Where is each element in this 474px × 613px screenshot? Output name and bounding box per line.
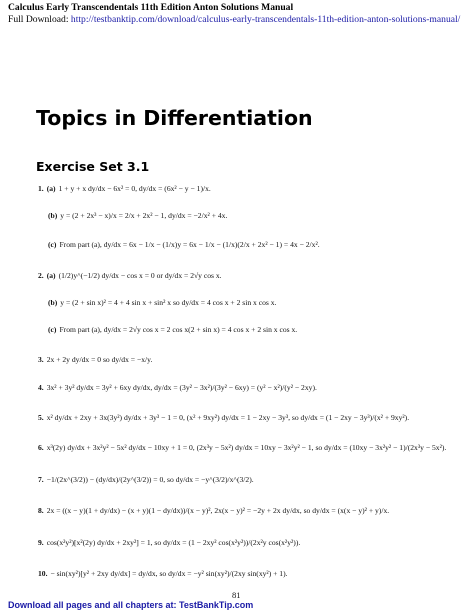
footer-download-banner[interactable]: Download all pages and all chapters at: TestBankTip.com xyxy=(8,600,254,610)
exercise-part: (c) xyxy=(48,240,57,249)
chapter-title: Topics in Differentiation xyxy=(36,106,313,130)
exercise-number: 9. xyxy=(38,538,44,547)
exercise-text: (1/2)y^(−1/2) dy/dx − cos x = 0 or dy/dx = 2√y cos x. xyxy=(58,271,222,280)
exercise-text: x² dy/dx + 2xy + 3x(3y²) dy/dx + 3y³ − 1 = 0, (x² + 9xy²) dy/dx = 1 − 2xy − 3y³, so dy/dx = (1 − 2xy − 3y³)/(x² + 9xy²). xyxy=(46,413,410,422)
exercise-text: 2x = ((x − y)(1 + dy/dx) − (x + y)(1 − dy/dx))/(x − y)², 2x(x − y)² = −2y + 2x dy/dx, so dy/dx = (x(x − y)² + y)/x. xyxy=(46,506,390,515)
exercise-1a xyxy=(38,184,458,193)
exercise-text: 2x + 2y dy/dx = 0 so dy/dx = −x/y. xyxy=(46,355,153,364)
exercise-number: 4. xyxy=(38,383,44,392)
exercise-part: (b) xyxy=(48,298,58,307)
exercise-1c xyxy=(48,240,468,249)
exercise-1b xyxy=(48,211,468,220)
exercise-text: y = (2 + sin x)² = 4 + 4 sin x + sin² x so dy/dx = 4 cos x + 2 sin x cos x. xyxy=(60,298,277,307)
exercise-number: 7. xyxy=(38,475,44,484)
page-number: 81 xyxy=(232,590,241,600)
exercise-number: 5. xyxy=(38,413,44,422)
exercise-2a xyxy=(38,271,458,280)
exercise-number: 8. xyxy=(38,506,44,515)
exercise-4 xyxy=(38,383,458,392)
exercise-text: From part (a), dy/dx = 2√y cos x = 2 cos x(2 + sin x) = 4 cos x + 2 sin x cos x. xyxy=(59,325,298,334)
exercise-10 xyxy=(38,569,458,578)
exercise-8 xyxy=(38,506,458,515)
exercise-2c xyxy=(48,325,468,334)
exercise-text: y = (2 + 2x³ − x)/x = 2/x + 2x² − 1, dy/dx = −2/x² + 4x. xyxy=(60,211,228,220)
exercise-2b xyxy=(48,298,468,307)
download-label: Full Download: xyxy=(8,14,71,25)
download-line xyxy=(8,14,460,25)
exercise-part: (b) xyxy=(48,211,58,220)
section-title: Exercise Set 3.1 xyxy=(36,159,150,174)
exercise-number: 2. xyxy=(38,271,44,280)
exercise-part: (a) xyxy=(46,271,56,280)
exercise-text: cos(x²y²)[x²(2y) dy/dx + 2xy²] = 1, so dy/dx = (1 − 2xy² cos(x²y²))/(2x²y cos(x²y²)). xyxy=(46,538,301,547)
exercise-6 xyxy=(38,443,458,452)
exercise-number: 6. xyxy=(38,443,44,452)
exercise-number: 10. xyxy=(38,569,48,578)
exercise-number: 1. xyxy=(38,184,44,193)
download-link[interactable]: http://testbanktip.com/download/calculus-early-transcendentals-11th-edition-anton-solutions-manual/ xyxy=(70,14,461,25)
exercise-part: (a) xyxy=(46,184,56,193)
exercise-text: − sin(xy²)[y² + 2xy dy/dx] = dy/dx, so dy/dx = −y² sin(xy²)/(2xy sin(xy²) + 1). xyxy=(50,569,288,578)
exercise-text: From part (a), dy/dx = 6x − 1/x − (1/x)y = 6x − 1/x − (1/x)(2/x + 2x² − 1) = 4x − 2/x². xyxy=(59,240,320,249)
exercise-number: 3. xyxy=(38,355,44,364)
exercise-text: −1/(2x^(3/2)) − (dy/dx)/(2y^(3/2)) = 0, so dy/dx = −y^(3/2)/x^(3/2). xyxy=(46,475,254,484)
exercise-text: 3x² + 3y² dy/dx = 3y² + 6xy dy/dx, dy/dx = (3y² − 3x²)/(3y² − 6xy) = (y² − x²)/(y² − 2xy). xyxy=(46,383,317,392)
document-header-title: Calculus Early Transcendentals 11th Edition Anton Solutions Manual xyxy=(8,2,294,13)
exercise-part: (c) xyxy=(48,325,57,334)
exercise-5 xyxy=(38,413,458,422)
exercise-9 xyxy=(38,538,458,547)
exercise-text: 1 + y + x dy/dx − 6x² = 0, dy/dx = (6x² − y − 1)/x. xyxy=(58,184,211,193)
exercise-text: x³(2y) dy/dx + 3x²y² − 5x² dy/dx − 10xy + 1 = 0, (2x³y − 5x²) dy/dx = 10xy − 3x²y² − 1, so dy/dx = (10xy − 3x²y² − 1)/(2x³y − 5x²). xyxy=(46,443,447,452)
exercise-7 xyxy=(38,475,458,484)
exercise-3 xyxy=(38,355,458,364)
